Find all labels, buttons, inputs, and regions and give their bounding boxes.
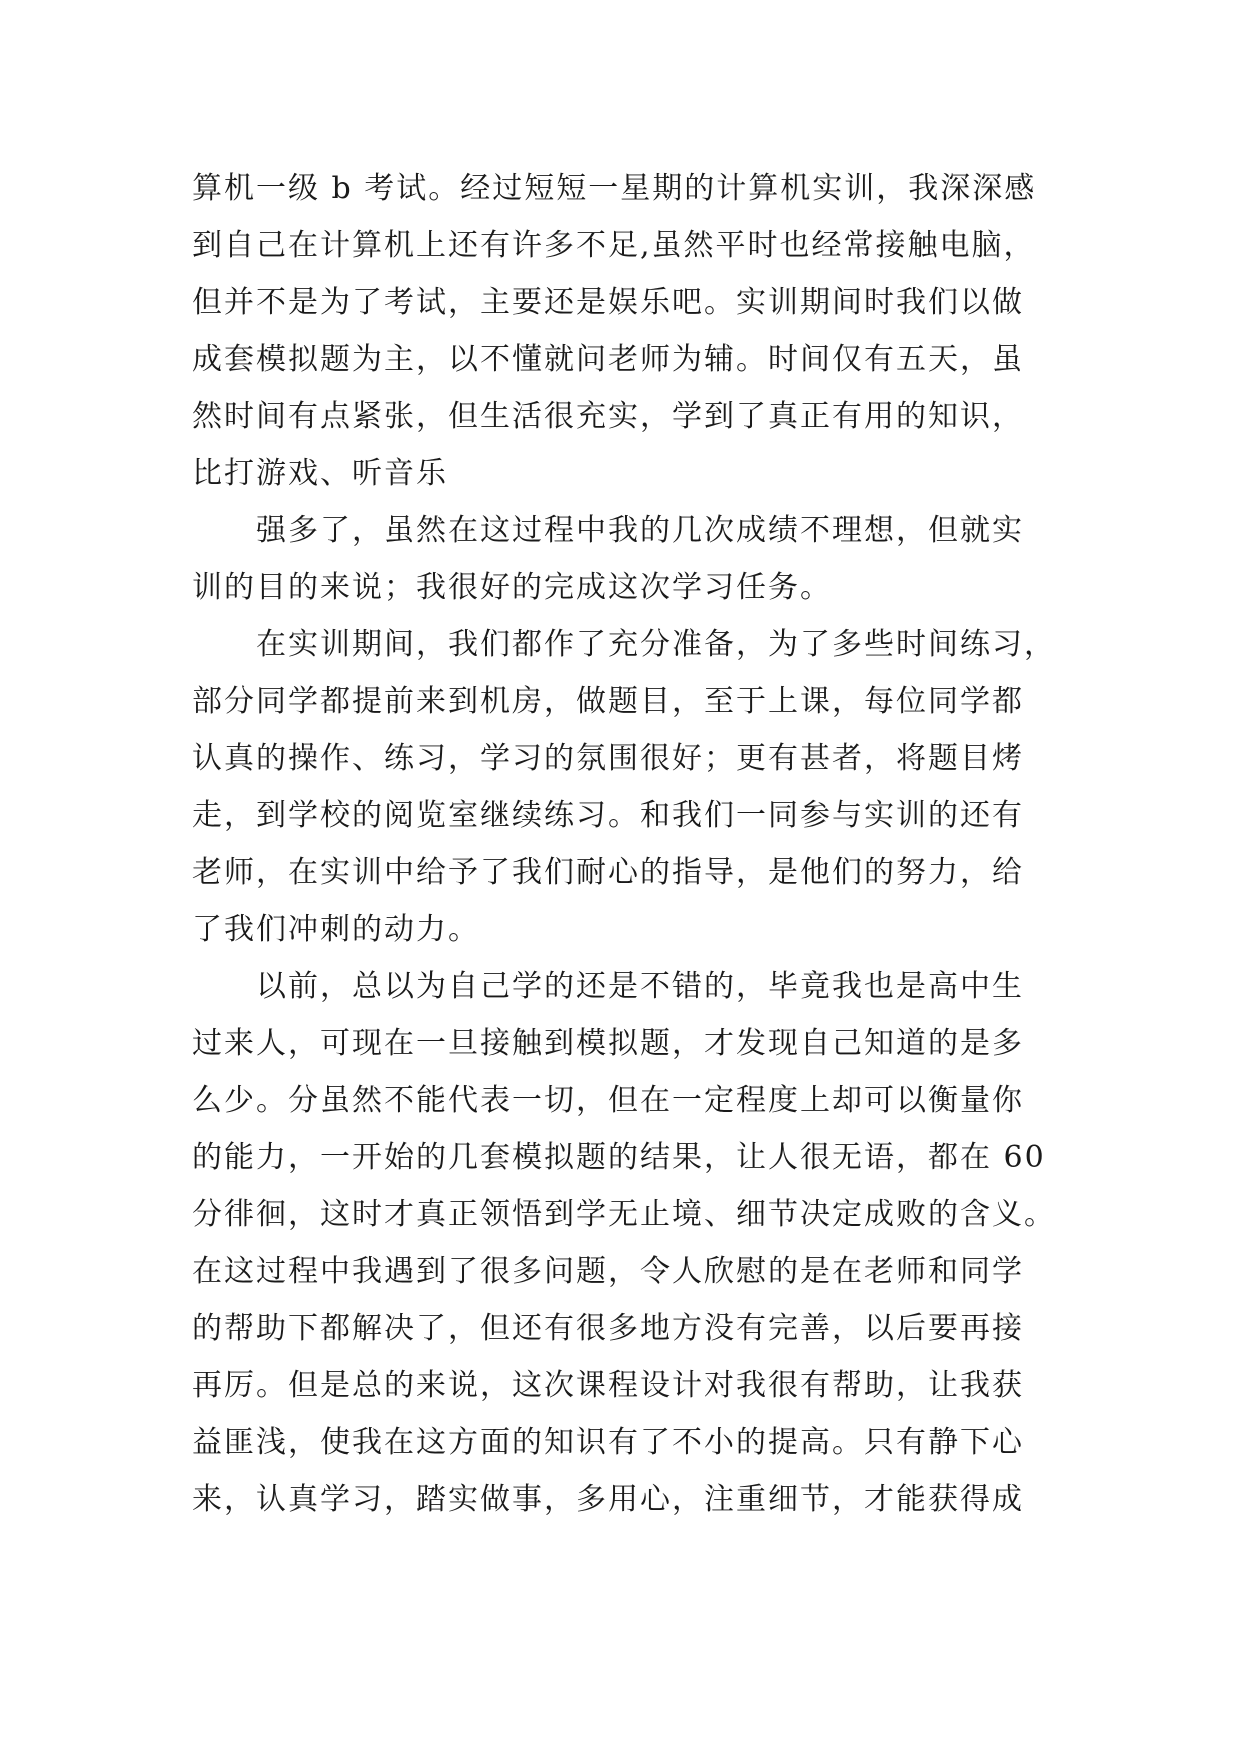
text-line: 分徘徊，这时才真正领悟到学无止境、细节决定成败的含义。 bbox=[192, 1197, 1056, 1232]
text-line: 但并不是为了考试，主要还是娱乐吧。实训期间时我们以做 bbox=[192, 285, 1024, 320]
text-line: 老师，在实训中给予了我们耐心的指导，是他们的努力，给 bbox=[192, 855, 1024, 890]
text-line: 的帮助下都解决了，但还有很多地方没有完善，以后要再接 bbox=[192, 1311, 1024, 1346]
text-line: 然时间有点紧张，但生活很充实，学到了真正有用的知识， bbox=[192, 399, 1024, 434]
document-body bbox=[192, 160, 1056, 1528]
paragraph-first-line: 强多了，虽然在这过程中我的几次成绩不理想，但就实 bbox=[256, 513, 1024, 548]
text-line: 的能力，一开始的几套模拟题的结果，让人很无语，都在 60 bbox=[192, 1140, 1046, 1175]
text-line: 益匪浅，使我在这方面的知识有了不小的提高。只有静下心 bbox=[192, 1425, 1024, 1460]
text-line: 认真的操作、练习，学习的氛围很好；更有甚者，将题目烤 bbox=[192, 741, 1024, 776]
text-line: 比打游戏、听音乐 bbox=[192, 456, 448, 491]
text-line: 到自己在计算机上还有许多不足,虽然平时也经常接触电脑， bbox=[192, 228, 1036, 263]
text-line: 来，认真学习，踏实做事，多用心，注重细节，才能获得成 bbox=[192, 1482, 1024, 1517]
text-line: 部分同学都提前来到机房，做题目，至于上课，每位同学都 bbox=[192, 684, 1024, 719]
text-line: 算机一级 b 考试。经过短短一星期的计算机实训，我深深感 bbox=[192, 171, 1037, 206]
text-line: 训的目的来说；我很好的完成这次学习任务。 bbox=[192, 570, 832, 605]
text-line: 成套模拟题为主，以不懂就问老师为辅。时间仅有五天，虽 bbox=[192, 342, 1024, 377]
text-line: 再厉。但是总的来说，这次课程设计对我很有帮助，让我获 bbox=[192, 1368, 1024, 1403]
text-line: 在这过程中我遇到了很多问题，令人欣慰的是在老师和同学 bbox=[192, 1254, 1024, 1289]
paragraph-first-line: 以前，总以为自己学的还是不错的，毕竟我也是高中生 bbox=[256, 969, 1024, 1004]
text-line: 过来人，可现在一旦接触到模拟题，才发现自己知道的是多 bbox=[192, 1026, 1024, 1061]
text-line: 走，到学校的阅览室继续练习。和我们一同参与实训的还有 bbox=[192, 798, 1024, 833]
text-line: 了我们冲刺的动力。 bbox=[192, 912, 480, 947]
paragraph-first-line: 在实训期间，我们都作了充分准备，为了多些时间练习， bbox=[256, 627, 1056, 662]
text-line: 么少。分虽然不能代表一切，但在一定程度上却可以衡量你 bbox=[192, 1083, 1024, 1118]
